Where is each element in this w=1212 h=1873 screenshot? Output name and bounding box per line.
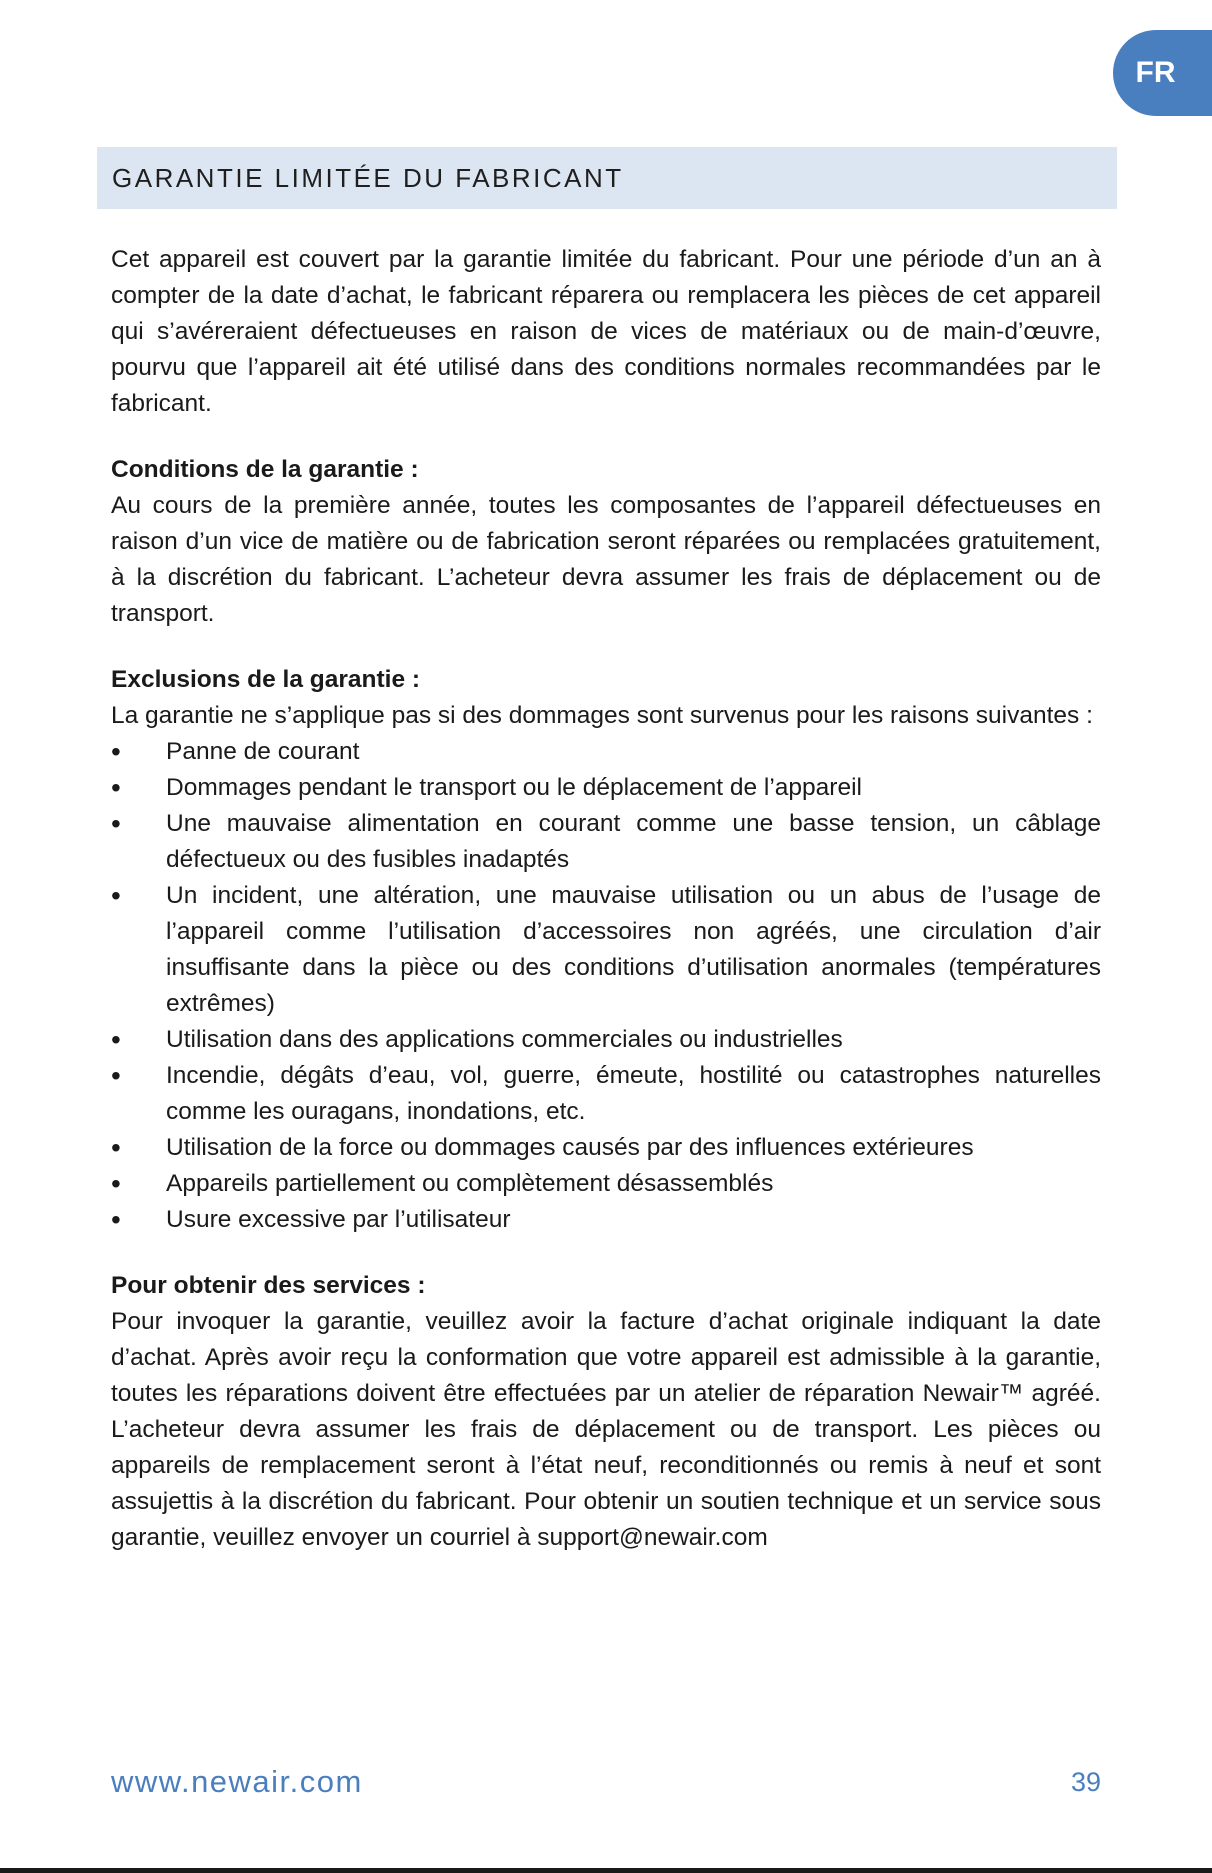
- services-heading: Pour obtenir des services :: [111, 1272, 426, 1299]
- exclusions-list: [111, 734, 1101, 1238]
- warranty-content: [111, 242, 1101, 1556]
- language-tab: FR: [1113, 30, 1212, 116]
- page-number: 39: [1070, 1767, 1101, 1797]
- list-item: • Incendie, dégâts d’eau, vol, guerre, émeute, hostilité ou catastrophes naturelles comme les ouragans, inondations, etc.: [111, 1058, 1101, 1130]
- conditions-heading: Conditions de la garantie :: [111, 456, 419, 483]
- footer-website-link[interactable]: www.newair.com: [111, 1764, 363, 1799]
- list-item: • Usure excessive par l’utilisateur: [111, 1202, 1101, 1238]
- services-paragraph: Pour invoquer la garantie, veuillez avoir la facture d’achat originale indiquant la date d’achat. Après avoir reçu la conformation que votre appareil est admissible à la garantie, toutes les réparations doivent être effectuées par un atelier de réparation Newair™ agréé. L’acheteur devra assumer les frais de déplacement ou de transport. Les pièces ou appareils de remplacement seront à l’état neuf, reconditionnés ou remis à neuf et sont assujettis à la discrétion du fabricant. Pour obtenir un soutien technique et un service sous garantie, veuillez envoyer un courriel à support@newair.com: [111, 1308, 1101, 1551]
- list-item: • Un incident, une altération, une mauvaise utilisation ou un abus de l’usage de l’appareil comme l’utilisation d’accessoires non agréés, une circulation d’air insuffisante dans la pièce ou des conditions d’utilisation anormales (températures extrêmes): [111, 878, 1101, 1022]
- section-header: [97, 147, 1117, 209]
- conditions-paragraph: Au cours de la première année, toutes les composantes de l’appareil défectueuses en raison d’un vice de matière ou de fabrication seront réparées ou remplacées gratuitement, à la discrétion du fabricant. L’acheteur devra assumer les frais de déplacement ou de transport.: [111, 492, 1101, 627]
- list-item: • Dommages pendant le transport ou le déplacement de l’appareil: [111, 770, 1101, 806]
- list-item: • Appareils partiellement ou complètement désassemblés: [111, 1166, 1101, 1202]
- section-title: GARANTIE LIMITÉE DU FABRICANT: [112, 162, 624, 193]
- list-item: • Une mauvaise alimentation en courant comme une basse tension, un câblage défectueux ou des fusibles inadaptés: [111, 806, 1101, 878]
- intro-paragraph: Cet appareil est couvert par la garantie limitée du fabricant. Pour une période d’un an à compter de la date d’achat, le fabricant réparera ou remplacera les pièces de cet appareil qui s’avéreraient défectueuses en raison de vices de matériaux ou de main-d’œuvre, pourvu que l’appareil ait été utilisé dans des conditions normales recommandées par le fabricant.: [111, 246, 1101, 417]
- exclusions-paragraph: La garantie ne s’applique pas si des dommages sont survenus pour les raisons suivantes :: [111, 702, 1093, 729]
- exclusions-heading: Exclusions de la garantie :: [111, 666, 421, 693]
- list-item: • Utilisation de la force ou dommages causés par des influences extérieures: [111, 1130, 1101, 1166]
- list-item: • Panne de courant: [111, 734, 1101, 770]
- list-item: • Utilisation dans des applications commerciales ou industrielles: [111, 1022, 1101, 1058]
- bottom-border: [0, 1868, 1212, 1873]
